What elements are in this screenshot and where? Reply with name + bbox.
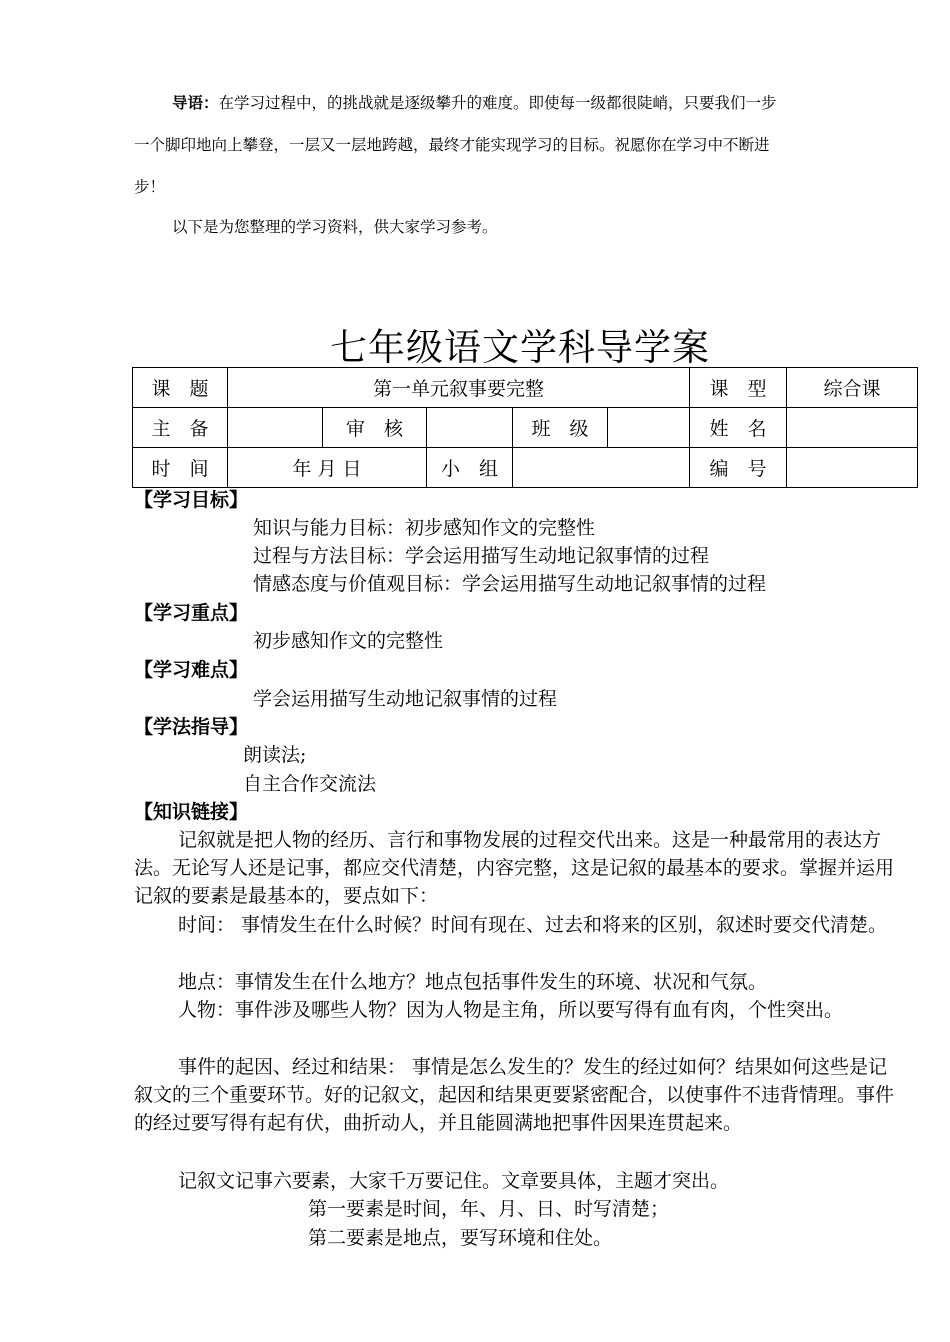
link-paragraph: 地点：事情发生在什么地方？地点包括事件发生的环境、状况和气氛。 [178,971,768,993]
topic-value: 第一单元叙事要完整 [228,368,690,408]
label-class: 班 级 [513,408,608,448]
link-paragraph: 人物：事件涉及哪些人物？因为人物是主角，所以要写得有血有肉，个性突出。 [178,999,844,1021]
link-paragraph: 时间： 事情发生在什么时候？时间有现在、过去和将来的区别，叙述时要交代清楚。 [178,914,888,936]
table-row [133,448,918,488]
method-item: 朗读法; [243,744,307,766]
goal-item: 过程与方法目标：学会运用描写生动地记叙事情的过程 [253,545,710,567]
link-paragraph: 记叙文记事六要素，大家千万要记住。文章要具体，主题才突出。 [178,1170,730,1192]
section-heading-goals: 【学习目标】 [134,489,249,511]
type-value: 综合课 [787,368,918,408]
goal-item: 情感态度与价值观目标：学会运用描写生动地记叙事情的过程 [253,573,767,595]
section-heading-key: 【学习重点】 [134,602,249,624]
table-row [133,368,918,408]
intro-line-1 [172,93,912,113]
intro-lead-text: 在学习过程中，的挑战就是逐级攀升的难度。即使每一级都很陡峭，只要我们一步 [218,94,777,112]
element-line: 第二要素是地点，要写环境和住处。 [308,1227,613,1249]
difficult-point-text: 学会运用描写生动地记叙事情的过程 [253,688,558,710]
label-lead: 主 备 [133,408,228,448]
label-group: 小 组 [427,448,513,488]
time-value: 年 月 日 [228,448,427,488]
label-type: 课 型 [690,368,787,408]
link-paragraph: 记叙就是把人物的经历、言行和事物发展的过程交代出来。这是一种最常用的表达方法。无论写人还是记事，都应交代清楚，内容完整，这是记叙的最基本的要求。掌握并运用记叙的要素是最基本的，要点如下： [134,829,895,907]
lead-value [228,408,323,448]
label-name: 姓 名 [690,408,787,448]
label-time: 时 间 [133,448,228,488]
info-table [132,367,918,488]
intro-line-4: 以下是为您整理的学习资料，供大家学习参考。 [172,218,498,236]
label-review: 审 核 [323,408,427,448]
no-value [787,448,918,488]
class-value [608,408,690,448]
intro-lead-label: 导语： [172,93,219,112]
section-heading-difficult: 【学习难点】 [134,659,249,681]
goal-item: 知识与能力目标：初步感知作文的完整性 [253,517,596,539]
key-point-text: 初步感知作文的完整性 [253,630,444,652]
label-no: 编 号 [690,448,787,488]
intro-line-3: 步！ [134,178,166,196]
table-row [133,408,918,448]
group-value [513,448,690,488]
review-value [427,408,513,448]
page-title: 七年级语文学科导学案 [330,326,710,369]
label-topic: 课 题 [133,368,228,408]
section-heading-method: 【学法指导】 [134,716,249,738]
element-line: 第一要素是时间，年、月、日、时写清楚； [308,1198,670,1220]
section-heading-link: 【知识链接】 [134,801,249,823]
link-paragraph: 事件的起因、经过和结果： 事情是怎么发生的？发生的经过如何？结果如何这些是记叙文的三个重要环节。好的记叙文，起因和结果更要紧密配合，以使事件不违背情理。事件的经过要写得有起有伏，曲折动人，并且能圆满地把事件因果连贯起来。 [134,1056,895,1134]
name-value [787,408,918,448]
intro-line-2: 一个脚印地向上攀登，一层又一层地跨越，最终才能实现学习的目标。祝愿你在学习中不断进 [134,136,770,154]
method-item: 自主合作交流法 [243,773,377,795]
